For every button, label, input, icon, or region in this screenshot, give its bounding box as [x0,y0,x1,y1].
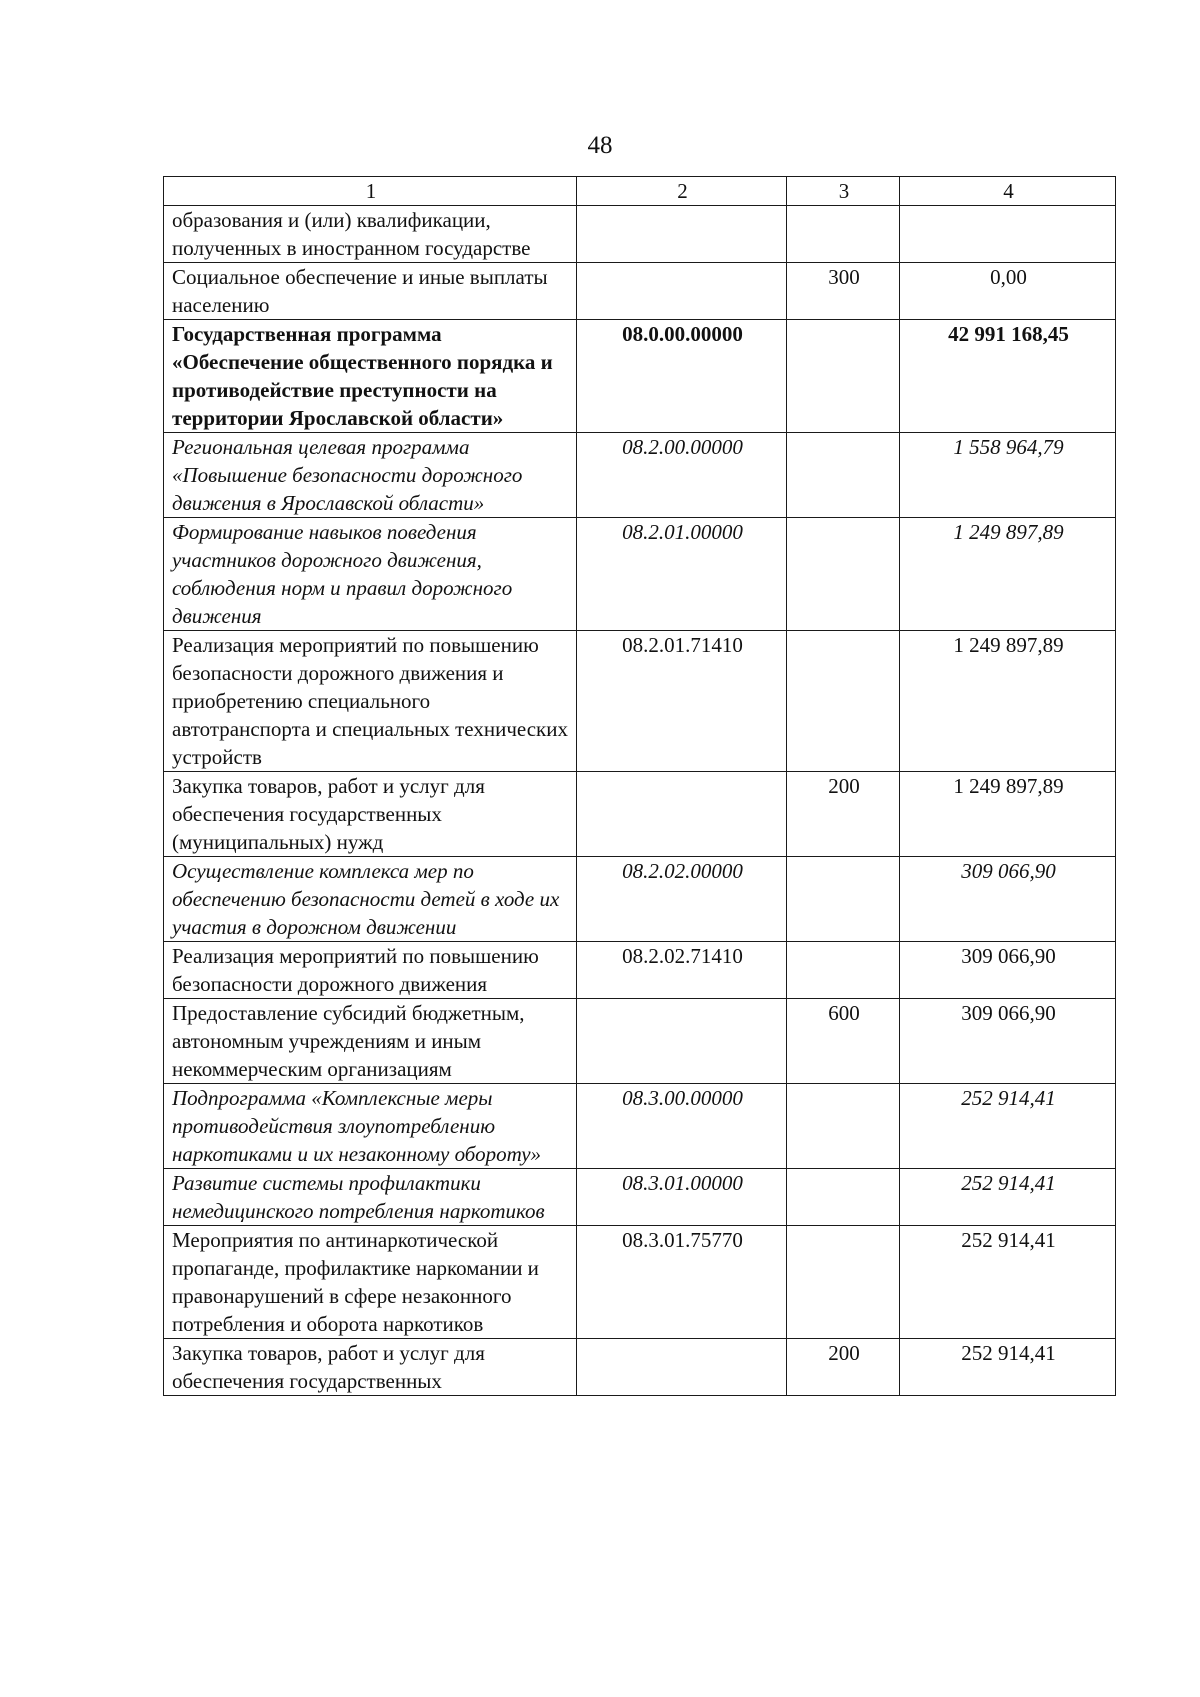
row-name-cell: Региональная целевая программа «Повышение безопасности дорожного движения в Ярославской области» [164,433,577,518]
row-type-cell [787,631,900,772]
row-code-cell [577,206,787,263]
row-amount-cell: 252 914,41 [900,1339,1116,1396]
row-code-cell [577,1339,787,1396]
row-code-cell: 08.2.01.71410 [577,631,787,772]
table-row [164,631,1116,772]
row-code-cell: 08.2.00.00000 [577,433,787,518]
row-name-cell: Реализация мероприятий по повышению безопасности дорожного движения и приобретению специального автотранспорта и специальных технических устройств [164,631,577,772]
row-name-cell: Закупка товаров, работ и услуг для обеспечения государственных [164,1339,577,1396]
row-type-cell: 200 [787,1339,900,1396]
row-code-cell: 08.3.01.00000 [577,1169,787,1226]
table-row [164,999,1116,1084]
row-amount-cell: 309 066,90 [900,857,1116,942]
row-amount-cell: 309 066,90 [900,942,1116,999]
row-type-cell: 300 [787,263,900,320]
page-number: 48 [587,132,613,159]
column-header-1: 1 [164,177,577,206]
row-name-cell: Государственная программа «Обеспечение общественного порядка и противодействие преступности на территории Ярославской области» [164,320,577,433]
row-type-cell [787,1226,900,1339]
row-name-cell: Предоставление субсидий бюджетным, автономным учреждениям и иным некоммерческим организациям [164,999,577,1084]
row-amount-cell: 42 991 168,45 [900,320,1116,433]
row-type-cell [787,320,900,433]
row-code-cell: 08.0.00.00000 [577,320,787,433]
row-amount-cell: 1 249 897,89 [900,518,1116,631]
row-amount-cell: 309 066,90 [900,999,1116,1084]
row-code-cell [577,772,787,857]
row-amount-cell: 1 558 964,79 [900,433,1116,518]
row-code-cell: 08.3.00.00000 [577,1084,787,1169]
table-row [164,1339,1116,1396]
row-code-cell: 08.2.02.71410 [577,942,787,999]
table-row [164,857,1116,942]
table-row [164,1169,1116,1226]
budget-table [163,176,1116,1396]
row-name-cell: Подпрограмма «Комплексные меры противодействия злоупотреблению наркотиками и их незаконному обороту» [164,1084,577,1169]
row-name-cell: Социальное обеспечение и иные выплаты населению [164,263,577,320]
row-code-cell: 08.2.01.00000 [577,518,787,631]
table-row [164,1084,1116,1169]
row-code-cell: 08.3.01.75770 [577,1226,787,1339]
table-header-row [164,177,1116,206]
row-code-cell: 08.2.02.00000 [577,857,787,942]
row-amount-cell: 1 249 897,89 [900,772,1116,857]
row-type-cell [787,942,900,999]
row-name-cell: Закупка товаров, работ и услуг для обеспечения государственных (муниципальных) нужд [164,772,577,857]
table-row [164,433,1116,518]
row-code-cell [577,263,787,320]
row-code-cell [577,999,787,1084]
table-row [164,1226,1116,1339]
row-type-cell [787,1169,900,1226]
row-amount-cell: 252 914,41 [900,1169,1116,1226]
row-amount-cell: 252 914,41 [900,1226,1116,1339]
row-type-cell: 600 [787,999,900,1084]
row-amount-cell: 252 914,41 [900,1084,1116,1169]
row-type-cell: 200 [787,772,900,857]
row-name-cell: Осуществление комплекса мер по обеспечению безопасности детей в ходе их участия в дорожном движении [164,857,577,942]
row-type-cell [787,433,900,518]
row-name-cell: Развитие системы профилактики немедицинского потребления наркотиков [164,1169,577,1226]
row-type-cell [787,1084,900,1169]
table-row [164,263,1116,320]
row-amount-cell: 0,00 [900,263,1116,320]
column-header-3: 3 [787,177,900,206]
row-name-cell: Формирование навыков поведения участников дорожного движения, соблюдения норм и правил дорожного движения [164,518,577,631]
column-header-2: 2 [577,177,787,206]
row-name-cell: Реализация мероприятий по повышению безопасности дорожного движения [164,942,577,999]
row-type-cell [787,857,900,942]
table-row [164,518,1116,631]
row-type-cell [787,206,900,263]
row-type-cell [787,518,900,631]
row-amount-cell [900,206,1116,263]
table-row [164,320,1116,433]
row-name-cell: Мероприятия по антинаркотической пропаганде, профилактике наркомании и правонарушений в сфере незаконного потребления и оборота наркотиков [164,1226,577,1339]
row-amount-cell: 1 249 897,89 [900,631,1116,772]
column-header-4: 4 [900,177,1116,206]
row-name-cell: образования и (или) квалификации, полученных в иностранном государстве [164,206,577,263]
table-row [164,772,1116,857]
table-row [164,206,1116,263]
table-row [164,942,1116,999]
